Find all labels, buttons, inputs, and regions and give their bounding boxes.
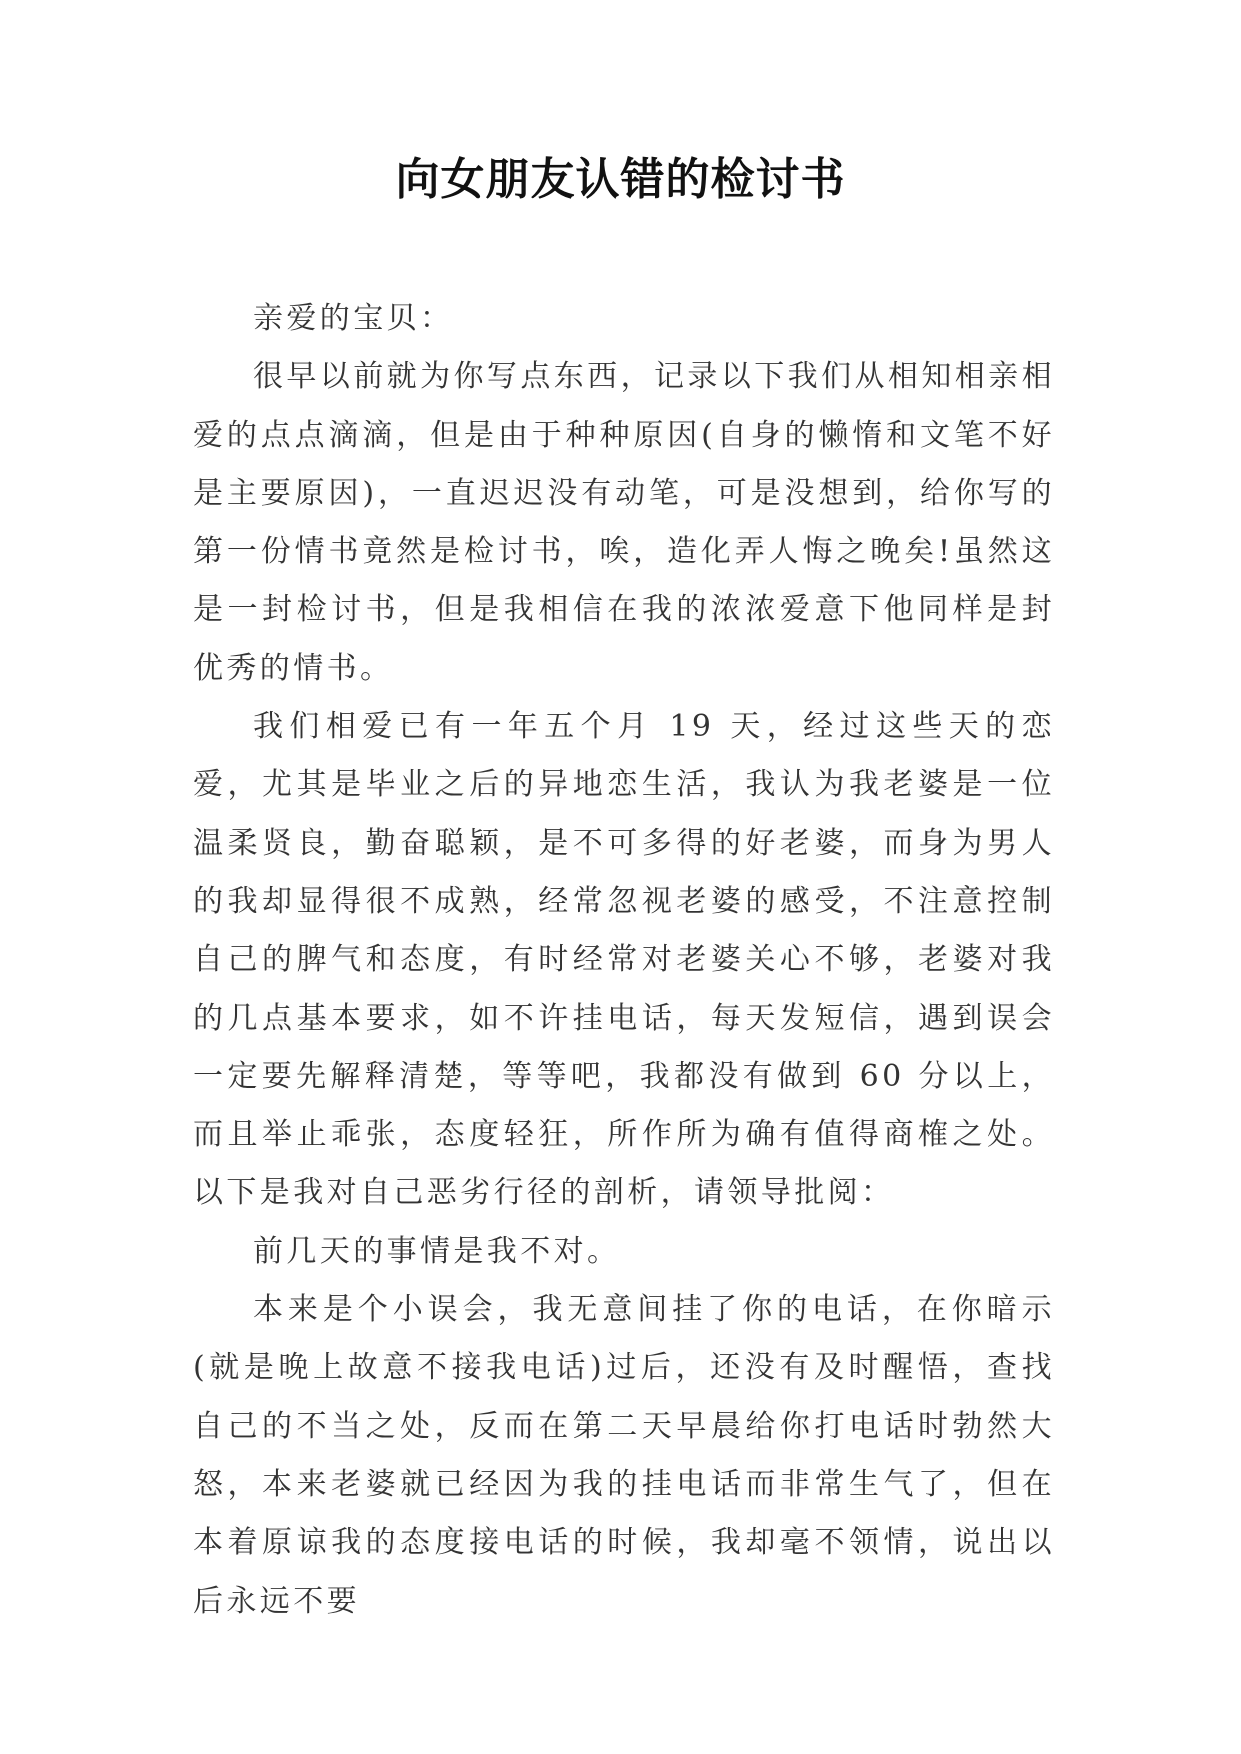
document-body	[193, 290, 1055, 1631]
body-paragraph: 我们相爱已有一年五个月 19 天，经过这些天的恋爱，尤其是毕业之后的异地恋生活，我认为我老婆是一位温柔贤良，勤奋聪颖，是不可多得的好老婆，而身为男人的我却显得很不成熟，经常忽视老婆的感受，不注意控制自己的脾气和态度，有时经常对老婆关心不够，老婆对我的几点基本要求，如不许挂电话，每天发短信，遇到误会一定要先解释清楚，等等吧，我都没有做到 60 分以上，而且举止乖张，态度轻狂，所作所为确有值得商榷之处。以下是我对自己恶劣行径的剖析，请领导批阅：	[193, 709, 1055, 1211]
body-paragraph: 本来是个小误会，我无意间挂了你的电话，在你暗示(就是晚上故意不接我电话)过后，还没有及时醒悟，查找自己的不当之处，反而在第二天早晨给你打电话时勃然大怒，本来老婆就已经因为我的挂电话而非常生气了，但在本着原谅我的态度接电话的时候，我却毫不领情，说出以后永远不要	[193, 1292, 1055, 1619]
body-paragraph: 很早以前就为你写点东西，记录以下我们从相知相亲相爱的点点滴滴，但是由于种种原因(自身的懒惰和文笔不好是主要原因)，一直迟迟没有动笔，可是没想到，给你写的第一份情书竟然是检讨书，唉，造化弄人悔之晚矣!虽然这是一封检讨书，但是我相信在我的浓浓爱意下他同样是封优秀的情书。	[193, 359, 1055, 686]
salutation: 亲爱的宝贝：	[253, 301, 454, 336]
body-paragraph: 前几天的事情是我不对。	[253, 1233, 621, 1269]
document-title: 向女朋友认错的检讨书	[395, 154, 846, 205]
